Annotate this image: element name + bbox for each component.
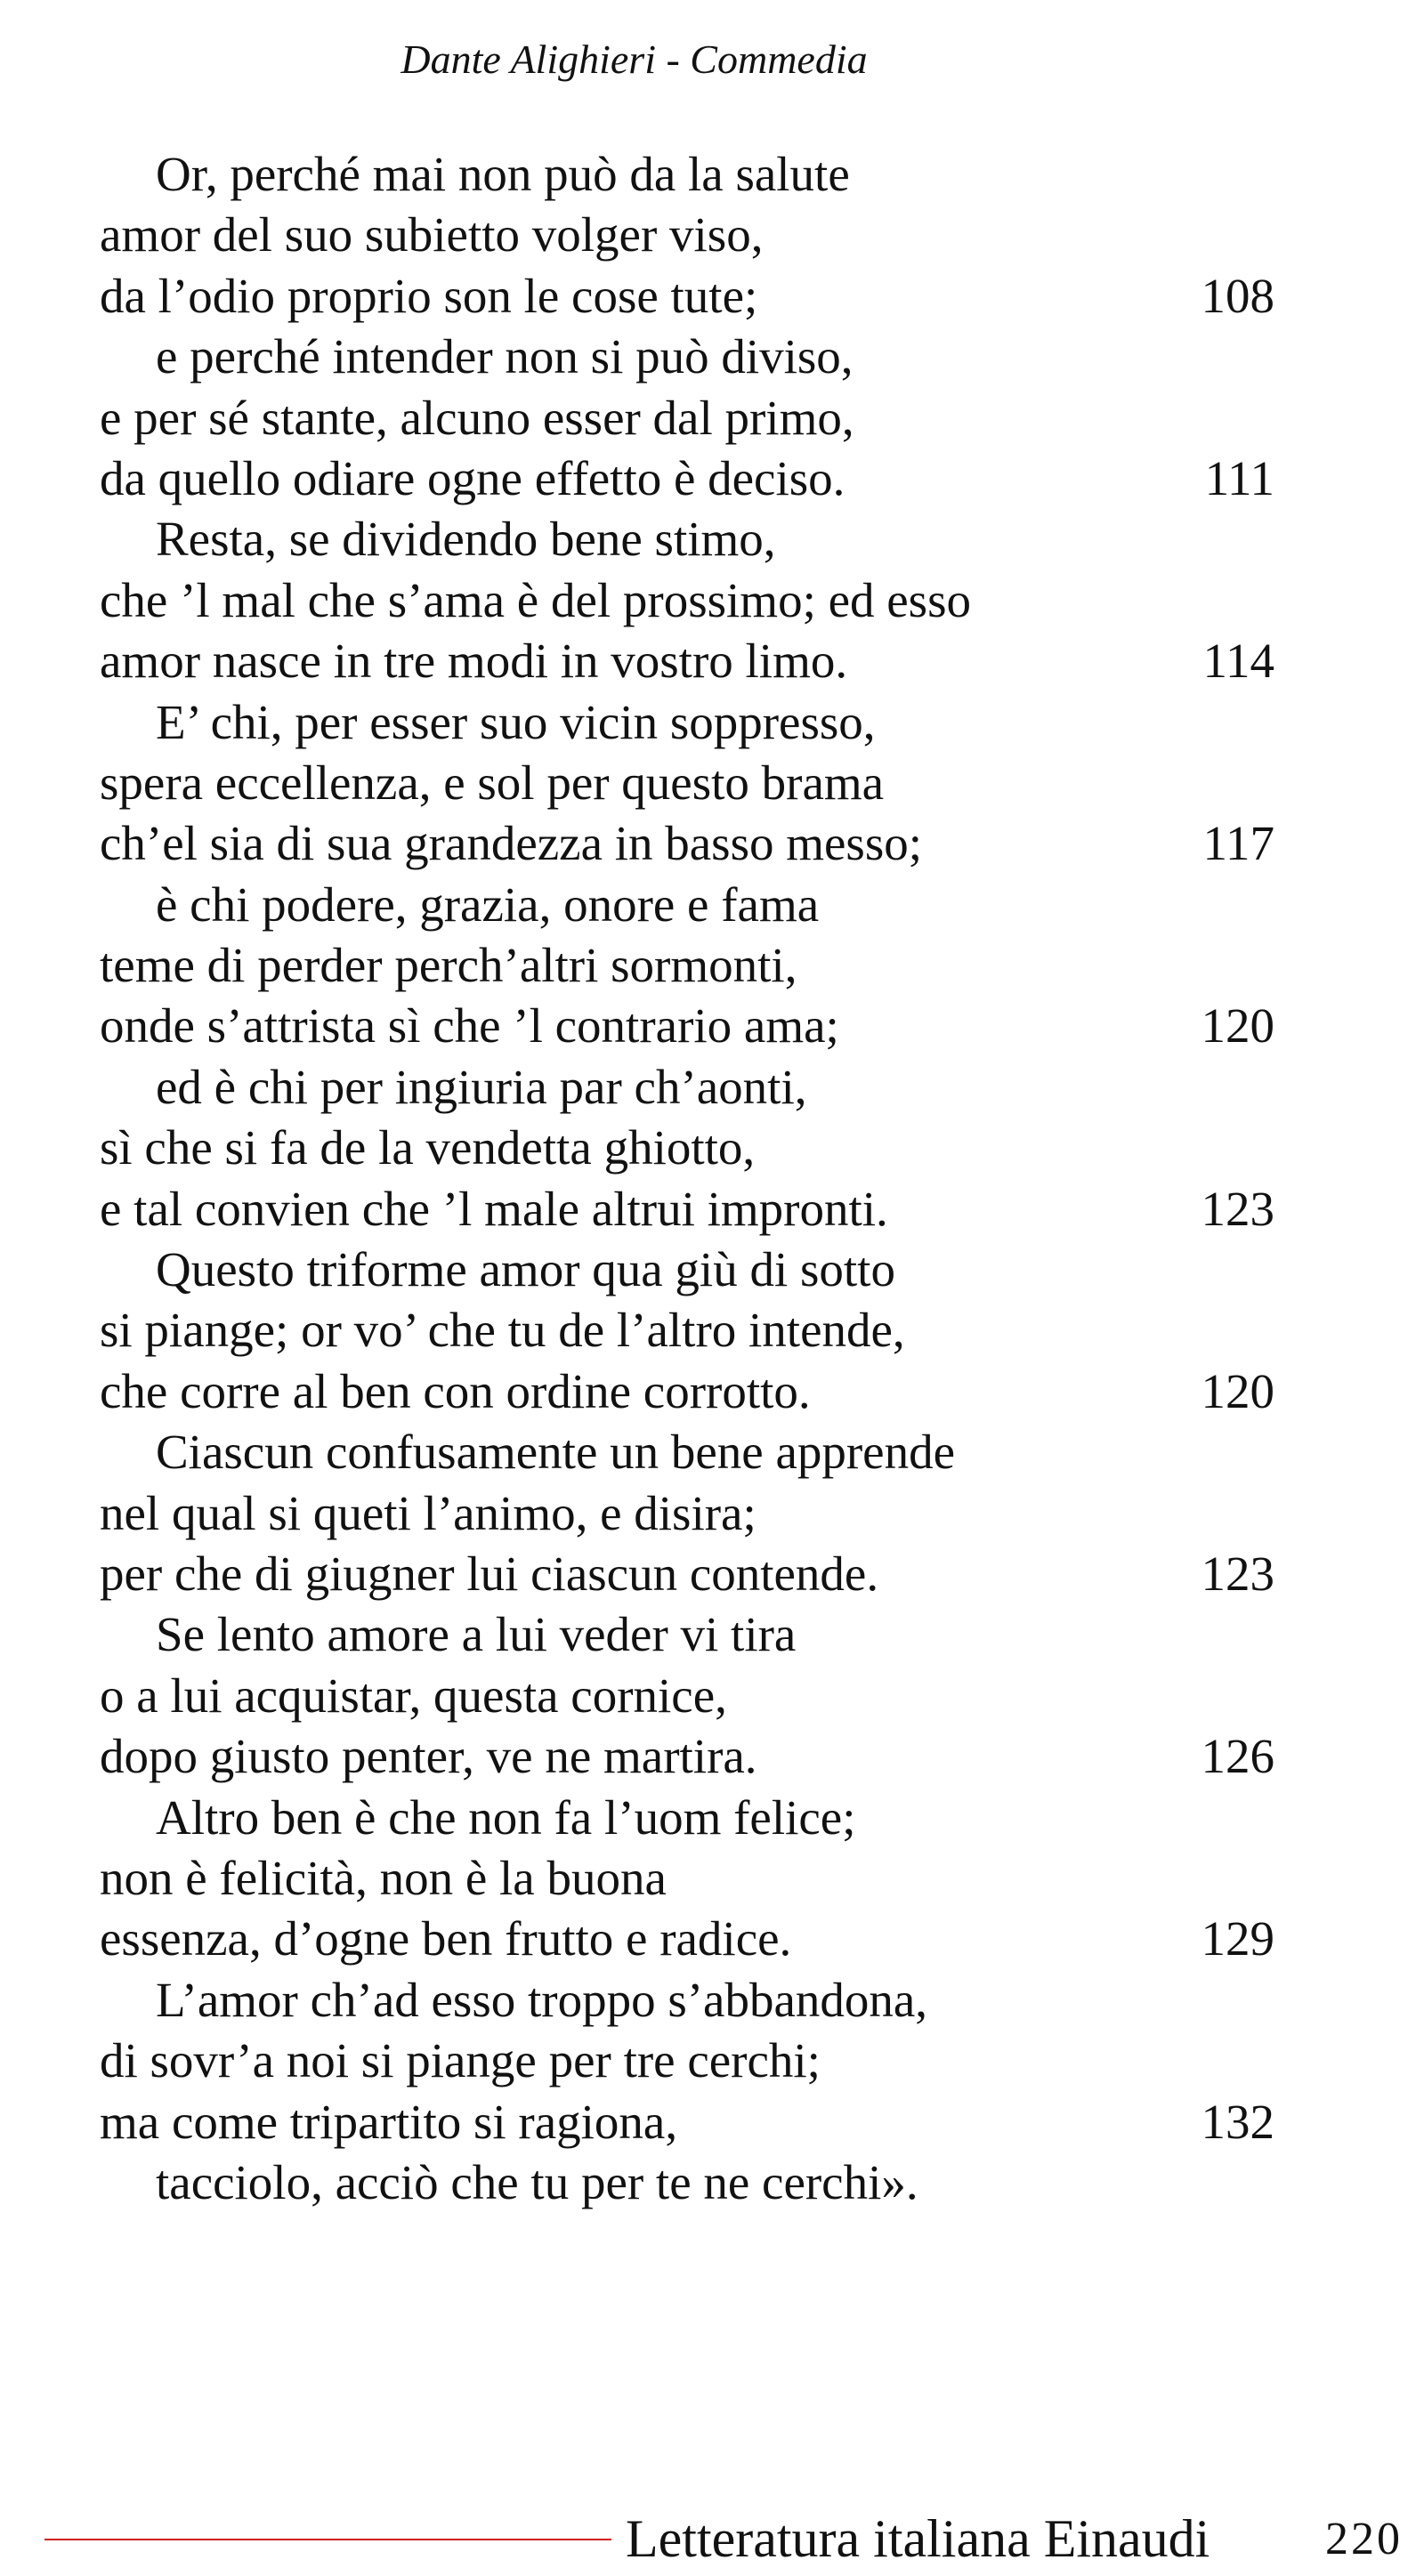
verse-text: e per sé stante, alcuno esser dal primo, [100, 390, 854, 445]
verse-number: 126 [1201, 1729, 1274, 1784]
verse-text: sì che si fa de la vendetta ghiotto, [100, 1120, 756, 1175]
verse-line [100, 1361, 1274, 1422]
verse-line [100, 1057, 1274, 1118]
verse-line [100, 448, 1274, 509]
verse-text: nel qual si queti l’animo, e disira; [100, 1485, 756, 1540]
verse-text: che ’l mal che s’ama è del prossimo; ed esso [100, 572, 971, 627]
verse-line [100, 813, 1274, 874]
verse-line [100, 692, 1274, 753]
verse-text: che corre al ben con ordine corrotto. [100, 1363, 811, 1418]
verse-text: amor nasce in tre modi in vostro limo. [100, 634, 848, 689]
verse-line [100, 1909, 1274, 1969]
verse-line [100, 570, 1274, 631]
verse-line [100, 1544, 1274, 1604]
verse-list [100, 144, 1274, 2213]
verse-line [100, 2031, 1274, 2091]
verse-text: spera eccellenza, e sol per questo brama [100, 755, 885, 810]
verse-text: non è felicità, non è la buona [100, 1850, 667, 1905]
verse-text: da quello odiare ogne effetto è deciso. [100, 450, 846, 505]
verse-line [100, 935, 1274, 996]
verse-text: E’ chi, per esser suo vicin soppresso, [156, 694, 876, 749]
verse-line [100, 1970, 1274, 2031]
verse-line [100, 1118, 1274, 1178]
verse-line [100, 996, 1274, 1056]
verse-text: onde s’attrista sì che ’l contrario ama; [100, 998, 839, 1054]
verse-line [100, 1300, 1274, 1361]
verse-text: amor del suo subietto volger viso, [100, 207, 764, 262]
verse-text: dopo giusto penter, ve ne martira. [100, 1729, 757, 1784]
verse-line [100, 1604, 1274, 1665]
verse-text: è chi podere, grazia, onore e fama [156, 876, 820, 932]
verse-line [100, 388, 1274, 448]
verse-line [100, 1848, 1274, 1909]
running-header: Dante Alighieri - Commedia [400, 36, 868, 82]
verse-number: 117 [1202, 816, 1274, 871]
verse-number: 123 [1201, 1546, 1274, 1601]
verse-text: Altro ben è che non fa l’uom felice; [156, 1789, 856, 1845]
footer-publisher: Letteratura italiana Einaudi [626, 2509, 1210, 2568]
verse-text: o a lui acquistar, questa cornice, [100, 1668, 727, 1723]
verse-line [100, 1788, 1274, 1848]
verse-number: 108 [1201, 268, 1274, 323]
page-number: 220 [1325, 2514, 1403, 2564]
verse-line [100, 509, 1274, 569]
verse-number: 132 [1201, 2094, 1274, 2149]
verse-text: Resta, se dividendo bene stimo, [156, 512, 776, 567]
verse-text: ed è chi per ingiuria par ch’aonti, [156, 1059, 807, 1114]
verse-line [100, 753, 1274, 813]
verse-number: 120 [1201, 998, 1274, 1054]
verse-line [100, 1726, 1274, 1787]
verse-text: da l’odio proprio son le cose tute; [100, 268, 758, 323]
verse-text: tacciolo, acciò che tu per te ne cerchi». [156, 2154, 918, 2209]
verse-number: 111 [1204, 450, 1274, 505]
verse-text: e tal convien che ’l male altrui impronti. [100, 1181, 888, 1236]
verse-number: 129 [1201, 1911, 1274, 1966]
verse-text: ch’el sia di sua grandezza in basso messo; [100, 816, 923, 871]
verse-text: ma come tripartito si ragiona, [100, 2094, 678, 2149]
verse-text: e perché intender non si può diviso, [156, 329, 854, 384]
verse-number: 123 [1201, 1181, 1274, 1236]
verse-text: per che di giugner lui ciascun contende. [100, 1546, 879, 1601]
verse-line [100, 875, 1274, 935]
verse-line [100, 1240, 1274, 1300]
verse-text: di sovr’a noi si piange per tre cerchi; [100, 2033, 821, 2088]
footer-rule [44, 2539, 611, 2540]
verse-line [100, 266, 1274, 327]
verse-line [100, 2092, 1274, 2152]
verse-line [100, 631, 1274, 691]
verse-text: Se lento amore a lui veder vi tira [156, 1607, 797, 1662]
verse-line [100, 1179, 1274, 1240]
verse-number: 120 [1201, 1363, 1274, 1418]
verse-text: essenza, d’ogne ben frutto e radice. [100, 1911, 792, 1966]
verse-line [100, 144, 1274, 205]
verse-line [100, 1483, 1274, 1544]
verse-line [100, 327, 1274, 387]
verse-number: 114 [1202, 634, 1274, 689]
verse-line [100, 205, 1274, 265]
verse-text: si piange; or vo’ che tu de l’altro intende, [100, 1303, 905, 1358]
verse-text: Or, perché mai non può da la salute [156, 147, 850, 201]
verse-line [100, 1666, 1274, 1726]
verse-text: Questo triforme amor qua giù di sotto [156, 1242, 895, 1297]
verse-line [100, 2152, 1274, 2213]
verse-text: teme di perder perch’altri sormonti, [100, 938, 797, 993]
verse-text: L’amor ch’ad esso troppo s’abbandona, [156, 1972, 928, 2027]
verse-line [100, 1422, 1274, 1482]
verse-text: Ciascun confusamente un bene apprende [156, 1425, 955, 1480]
